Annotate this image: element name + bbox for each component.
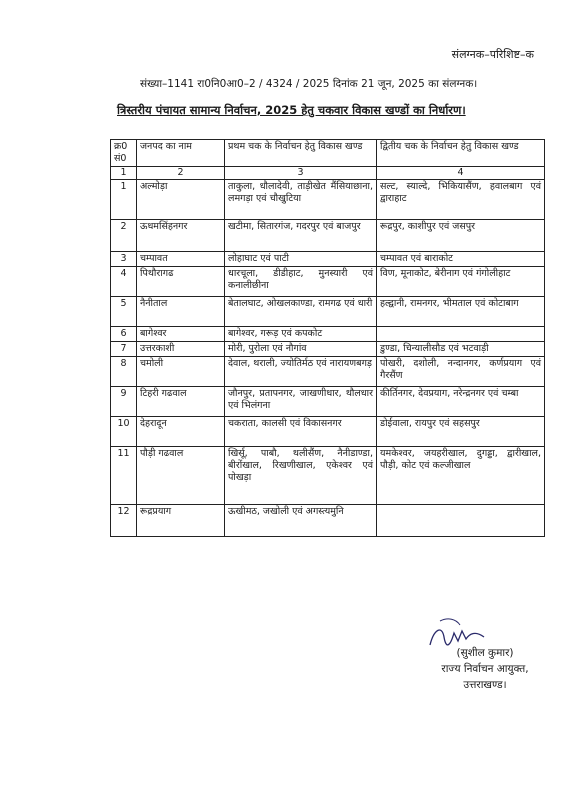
phase1-blocks: धारचूला, डीडीहाट, मुनस्यारी एवं कनालीछीना [225,267,377,297]
district-name: चमोली [137,357,225,387]
phase1-blocks: खिर्सू, पाबौ, थलीसैंण, नैनीडाण्डा, बीरोंखाल, रिखणीखाल, एकेश्वर एवं पोखड़ा [225,447,377,505]
table-row [111,220,545,252]
signatory-designation: राज्य निर्वाचन आयुक्त, [441,663,529,675]
serial-number: 8 [111,357,137,387]
document-title: त्रिस्तरीय पंचायत सामान्य निर्वाचन, 2025 हेतु चकवार विकास खण्डों का निर्धारण। [117,103,466,117]
phase2-blocks: विण, मूनाकोट, बेरीनाग एवं गंगोलीहाट [377,267,545,297]
district-name: पौड़ी गढवाल [137,447,225,505]
table-row [111,417,545,447]
serial-number: 10 [111,417,137,447]
phase1-blocks: जौनपुर, प्रतापनगर, जाखणीधार, थौलधार एवं भिलंगना [225,387,377,417]
table-header-row [111,140,545,167]
serial-number: 1 [111,180,137,220]
column-number-row [111,167,545,180]
district-name: रूद्रप्रयाग [137,505,225,537]
phase2-blocks: डुण्डा, चिन्यालीसौड एवं भटवाड़ी [377,342,545,357]
header-phase2: द्वितीय चक के निर्वाचन हेतु विकास खण्ड [377,140,545,167]
district-name: बागेश्वर [137,327,225,342]
table-row [111,297,545,327]
annexure-label: संलग्नक–परिशिष्ट–क [451,48,534,61]
phase2-blocks: पोखरी, दशोली, नन्दानगर, कर्णप्रयाग एवं गैरसैंण [377,357,545,387]
phase1-blocks: खटीमा, सितारगंज, गदरपुर एवं बाजपुर [225,220,377,252]
phase2-blocks: सल्ट, स्याल्दे, भिकियासैंण, हवालबाग एवं द्वाराहाट [377,180,545,220]
district-name: देहरादून [137,417,225,447]
signatory-name: (सुशील कुमार) [456,647,514,659]
table-row [111,387,545,417]
block-allocation-table [110,139,545,537]
phase2-blocks [377,327,545,342]
phase2-blocks: हल्द्वानी, रामनगर, भीमताल एवं कोटाबाग [377,297,545,327]
reference-line: संख्या–1141 रा0नि0आ0–2 / 4324 / 2025 दिनांक 21 जून, 2025 का संलग्नक। [140,78,478,90]
phase2-blocks: रूद्रपुर, काशीपुर एवं जसपुर [377,220,545,252]
district-name: चम्पावत [137,252,225,267]
serial-number: 11 [111,447,137,505]
district-name: टिहरी गढवाल [137,387,225,417]
signatory-block [430,645,540,693]
phase2-blocks: डोईवाला, रायपुर एवं सहसपुर [377,417,545,447]
phase2-blocks: कीर्तिनगर, देवप्रयाग, नरेन्द्रनगर एवं चम्बा [377,387,545,417]
phase1-blocks: ताकुला, धौलादेवी, ताड़ीखेत मैंसियाछाना, लमगड़ा एवं चौखुटिया [225,180,377,220]
column-number: 3 [225,167,377,180]
column-number: 2 [137,167,225,180]
header-phase1: प्रथम चक के निर्वाचन हेतु विकास खण्ड [225,140,377,167]
phase1-blocks: चकराता, कालसी एवं विकासनगर [225,417,377,447]
table-row [111,327,545,342]
district-name: नैनीताल [137,297,225,327]
serial-number: 2 [111,220,137,252]
phase1-blocks: बागेश्वर, गरूड़ एवं कपकोट [225,327,377,342]
serial-number: 9 [111,387,137,417]
serial-number: 5 [111,297,137,327]
serial-number: 3 [111,252,137,267]
table-row [111,267,545,297]
serial-number: 12 [111,505,137,537]
serial-number: 6 [111,327,137,342]
header-district: जनपद का नाम [137,140,225,167]
phase1-blocks: बेतालघाट, ओखलकाण्डा, रामगढ एवं धारी [225,297,377,327]
phase1-blocks: ऊखीमठ, जखोली एवं अगस्त्यमुनि [225,505,377,537]
district-name: पिथौरागढ [137,267,225,297]
phase1-blocks: देवाल, थराली, ज्योतिर्मठ एवं नारायणबगड़ [225,357,377,387]
column-number: 1 [111,167,137,180]
table-row [111,447,545,505]
district-name: उत्तरकाशी [137,342,225,357]
serial-number: 4 [111,267,137,297]
phase1-blocks: मोरी, पुरोला एवं नौगांव [225,342,377,357]
table-row [111,357,545,387]
table-row [111,342,545,357]
table-row [111,252,545,267]
header-serial: क्र0 सं0 [111,140,137,167]
table-row [111,505,545,537]
district-name: ऊधमसिंहनगर [137,220,225,252]
table-row [111,180,545,220]
district-name: अल्मोड़ा [137,180,225,220]
column-number: 4 [377,167,545,180]
phase2-blocks: यमकेश्वर, जयहरीखाल, दुगड्डा, द्वारीखाल, पौड़ी, कोट एवं कल्जीखाल [377,447,545,505]
serial-number: 7 [111,342,137,357]
phase1-blocks: लोहाघाट एवं पाटी [225,252,377,267]
signatory-state: उत्तराखण्ड। [463,679,507,691]
phase2-blocks [377,505,545,537]
phase2-blocks: चम्पावत एवं बाराकोट [377,252,545,267]
